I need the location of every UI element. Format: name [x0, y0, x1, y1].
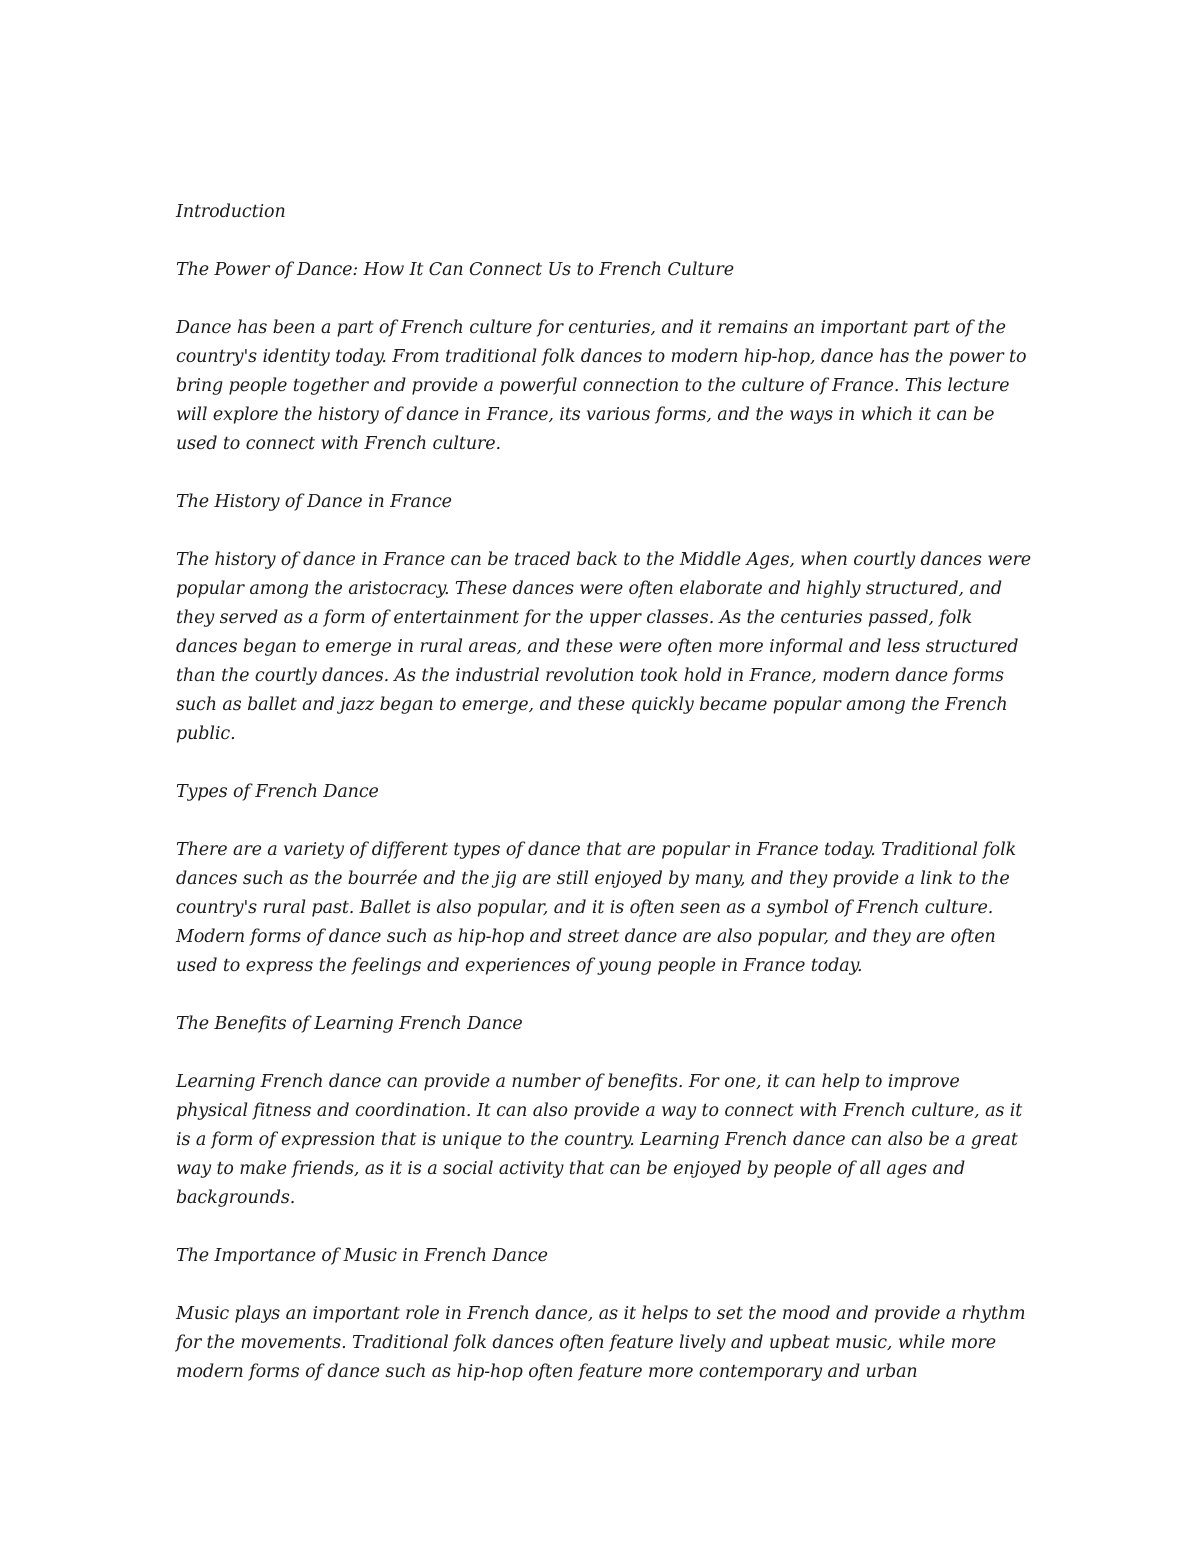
paragraph-types: There are a variety of different types of dance that are popular in France today. Traditional folk dances such as the bourrée and the jig are still enjoyed by many, and they provide a link to the country's rural past. Ballet is also popular, and it is often seen as a symbol of French culture. Modern forms of dance such as hip-hop and street dance are also popular, and they are often used to express the feelings and experiences of young people in France today.: [176, 840, 1017, 976]
paragraph-benefits: Learning French dance can provide a number of benefits. For one, it can help to improve physical fitness and coordination. It can also provide a way to connect with French culture, as it is a form of expression that is unique to the country. Learning French dance can also be a great way to make friends, as it is a social activity that can be enjoyed by people of all ages and backgrounds.: [176, 1072, 1023, 1208]
paragraph-history: The history of dance in France can be traced back to the Middle Ages, when courtly dances were popular among the aristocracy. These dances were often elaborate and highly structured, and they served as a form of entertainment for the upper classes. As the centuries passed, folk dances began to emerge in rural areas, and these were often more informal and less structured than the courtly dances. As the industrial revolution took hold in France, modern dance forms such as ballet and jazz began to emerge, and these quickly became popular among the French public.: [176, 550, 1032, 744]
section-heading-music: The Importance of Music in French Dance: [176, 1246, 548, 1266]
section-heading-types: Types of French Dance: [176, 782, 379, 802]
section-heading-benefits: The Benefits of Learning French Dance: [176, 1014, 523, 1034]
section-heading-power-of-dance: The Power of Dance: How It Can Connect Us to French Culture: [176, 260, 734, 280]
section-heading-history: The History of Dance in France: [176, 492, 452, 512]
paragraph-music: Music plays an important role in French dance, as it helps to set the mood and provide a rhythm for the movements. Traditional folk dances often feature lively and upbeat music, while more modern forms of dance such as hip-hop often feature more contemporary and urban: [176, 1304, 1026, 1382]
document-body: [176, 198, 1036, 1416]
paragraph-power-of-dance: Dance has been a part of French culture for centuries, and it remains an important part of the country's identity today. From traditional folk dances to modern hip-hop, dance has the power to bring people together and provide a powerful connection to the culture of France. This lecture will explore the history of dance in France, its various forms, and the ways in which it can be used to connect with French culture.: [176, 318, 1027, 454]
section-heading-introduction: Introduction: [176, 202, 286, 222]
